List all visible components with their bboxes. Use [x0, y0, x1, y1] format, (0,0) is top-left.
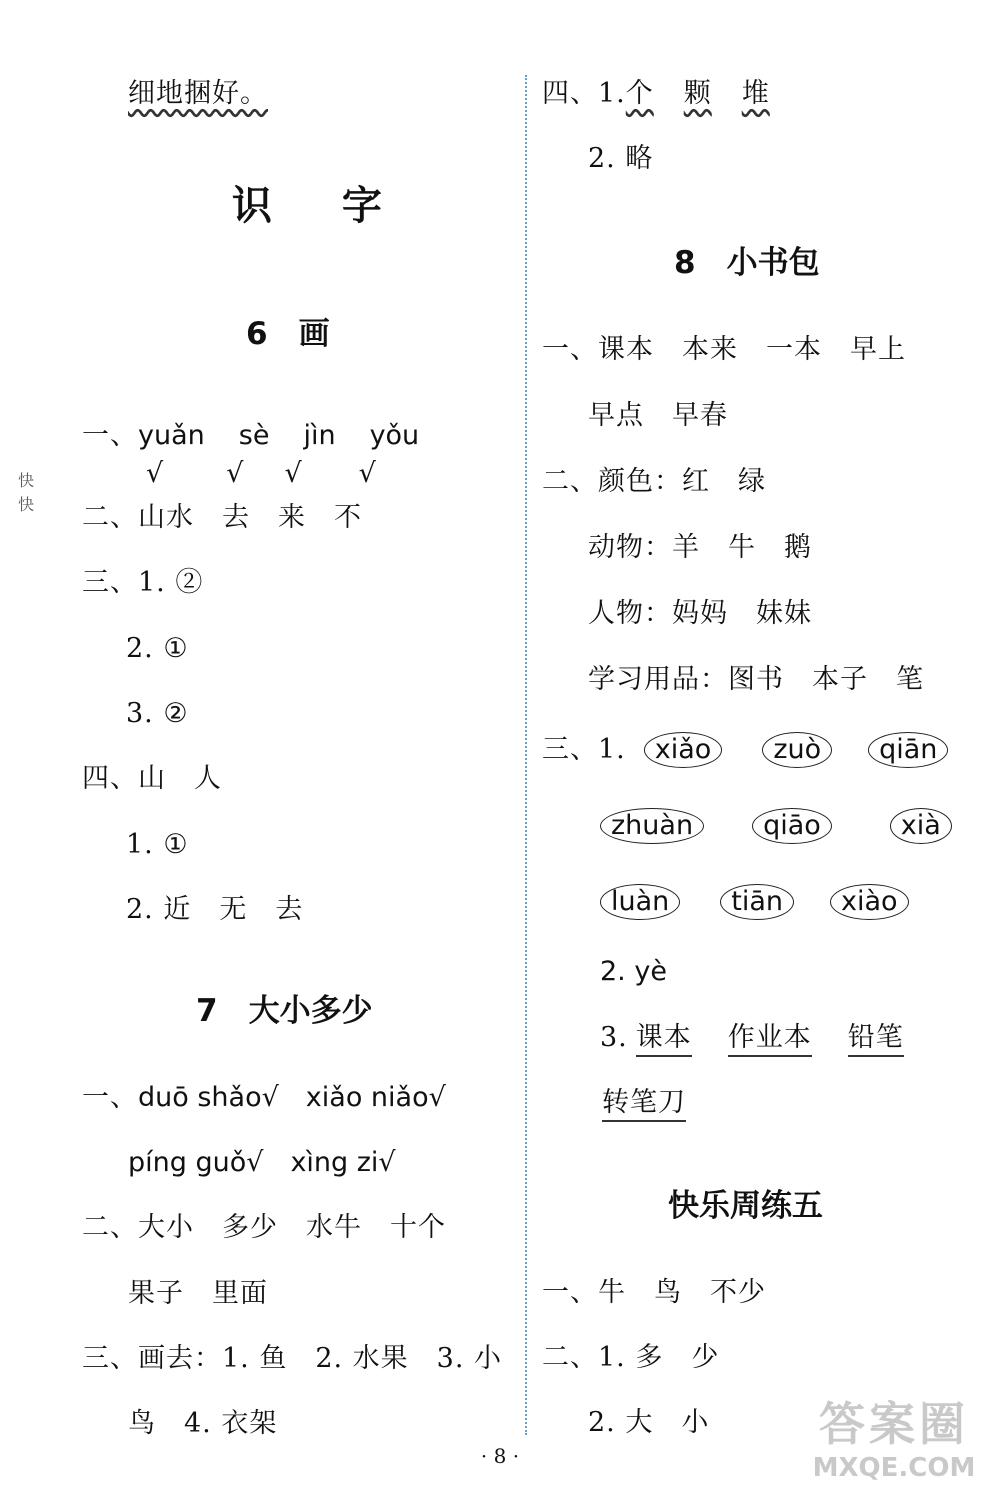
answer-8-2-1: 二、颜色：红 绿 — [542, 466, 766, 497]
check-mark-icon: √ — [146, 458, 165, 489]
margin-mark: 快 — [18, 471, 35, 490]
continued-line — [128, 74, 268, 114]
answer-w-2-1: 二、1. 多 少 — [542, 1342, 720, 1373]
circled-pinyin: xiǎo — [644, 732, 723, 768]
page-number: · 8 · — [480, 1444, 520, 1468]
answer-6-4-1: 1. ① — [126, 829, 189, 860]
heading-lesson-8: 8 小书包 — [674, 245, 820, 281]
answer-w-2-2: 2. 大 小 — [588, 1407, 710, 1438]
circled-pinyin: qiān — [868, 732, 948, 768]
circled-pinyin: xiào — [830, 884, 909, 920]
answer-7-1: 一、duō shǎo√ xiǎo niǎo√ — [82, 1082, 446, 1113]
heading-shizi: 识 字 — [232, 183, 410, 229]
margin-mark: 快 — [18, 495, 35, 514]
answer-7-1b: píng guǒ√ xìng zi√ — [128, 1147, 396, 1178]
check-mark-icon: √ — [358, 458, 377, 489]
answer-6-4: 四、山 人 — [82, 763, 222, 794]
answer-6-1-checks — [146, 454, 377, 494]
watermark-logo: 答案圈 MXQE.COM — [812, 1397, 976, 1483]
answer-8-3-3b: 转笔刀 — [602, 1083, 686, 1123]
heading-lesson-6: 6 画 — [246, 316, 330, 352]
answer-8-2-3: 人物：妈妈 妹妹 — [588, 598, 812, 629]
column-divider — [525, 75, 527, 1435]
wavy-underlined-text: 细地捆好。 — [128, 78, 268, 109]
answer-8-2-2: 动物：羊 牛 鹅 — [588, 532, 812, 563]
circled-pinyin: zhuàn — [600, 808, 704, 844]
answer-6-3-3: 3. ② — [126, 698, 189, 729]
answer-8-1: 一、课本 本来 一本 早上 — [542, 334, 906, 365]
answer-7-3b: 鸟 4. 衣架 — [128, 1408, 278, 1439]
answer-6-4-2: 2. 近 无 去 — [126, 894, 304, 925]
heading-lesson-7: 7 大小多少 — [196, 993, 373, 1029]
answer-8-3-3: 3. 课本 作业本 铅笔 — [600, 1018, 904, 1058]
answer-8-3-1c — [600, 882, 909, 922]
answer-7-2: 二、大小 多少 水牛 十个 — [82, 1212, 446, 1243]
answer-6-2: 二、山水 去 来 不 — [82, 502, 362, 533]
answer-8-2-4: 学习用品：图书 本子 笔 — [588, 664, 924, 695]
answer-w-1: 一、牛 鸟 不少 — [542, 1277, 766, 1308]
answer-8-3-1b — [600, 806, 952, 846]
answer-7-4-2: 2. 略 — [588, 143, 654, 174]
answer-8-3-2: 2. yè — [600, 956, 667, 987]
circled-pinyin: zuò — [762, 732, 832, 768]
answer-8-3-1: 三、1. xiǎo zuò qiān — [542, 730, 948, 770]
circled-pinyin: tiān — [720, 884, 794, 920]
circled-pinyin: qiāo — [752, 808, 832, 844]
answer-6-3-2: 2. ① — [126, 633, 189, 664]
answer-7-2b: 果子 里面 — [128, 1278, 268, 1309]
heading-weekly-practice-5: 快乐周练五 — [668, 1188, 823, 1224]
check-mark-icon: √ — [226, 458, 245, 489]
answer-6-3-1: 三、1. ② — [82, 567, 204, 598]
check-mark-icon: √ — [284, 458, 303, 489]
answer-6-1: 一、yuǎn sè jìn yǒu — [82, 420, 420, 451]
circled-pinyin: luàn — [600, 884, 680, 920]
answer-8-1b: 早点 早春 — [588, 400, 728, 431]
answer-7-3: 三、画去：1. 鱼 2. 水果 3. 小 — [82, 1343, 503, 1374]
answer-7-4: 四、1.个 颗 堆 — [542, 78, 770, 109]
circled-pinyin: xià — [890, 808, 952, 844]
